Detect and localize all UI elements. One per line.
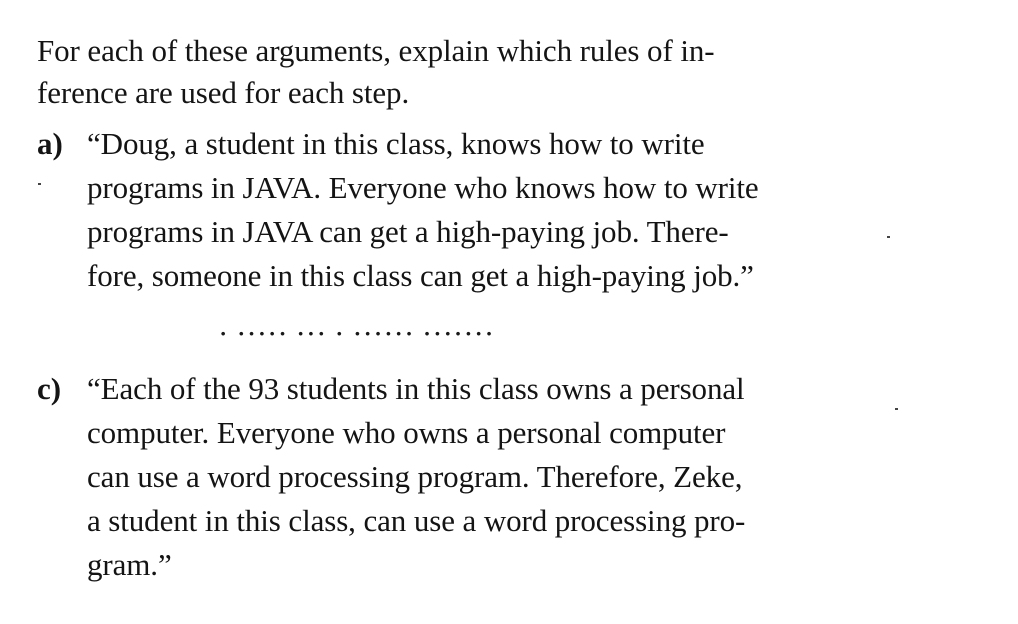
item-c-line-4: a student in this class, can use a word processing pro-	[87, 503, 746, 538]
item-c-label: c)	[37, 371, 62, 406]
item-c-line-2: computer. Everyone who owns a personal computer	[87, 415, 726, 450]
item-a-label: a)	[37, 126, 63, 161]
scan-speck	[895, 408, 898, 410]
item-a-line-3: programs in JAVA can get a high-paying job. There-	[87, 214, 729, 249]
item-c-line-5: gram.”	[87, 547, 172, 582]
item-a-line-4: fore, someone in this class can get a high-paying job.”	[87, 258, 754, 293]
intro-line-1: For each of these arguments, explain which rules of in-	[37, 33, 715, 68]
scan-speck	[38, 183, 41, 185]
item-a-line-1: “Doug, a student in this class, knows how to write	[87, 126, 705, 161]
cropped-fragment-text: · ····· ··· · ······ ·······	[218, 316, 495, 351]
cropped-item-b-fragment	[218, 316, 658, 352]
intro-line-2: ference are used for each step.	[37, 75, 410, 110]
item-a-line-2: programs in JAVA. Everyone who knows how to write	[87, 170, 759, 205]
item-c-line-3: can use a word processing program. Therefore, Zeke,	[87, 459, 743, 494]
scan-speck	[887, 236, 890, 238]
item-c-line-1: “Each of the 93 students in this class owns a personal	[87, 371, 745, 406]
